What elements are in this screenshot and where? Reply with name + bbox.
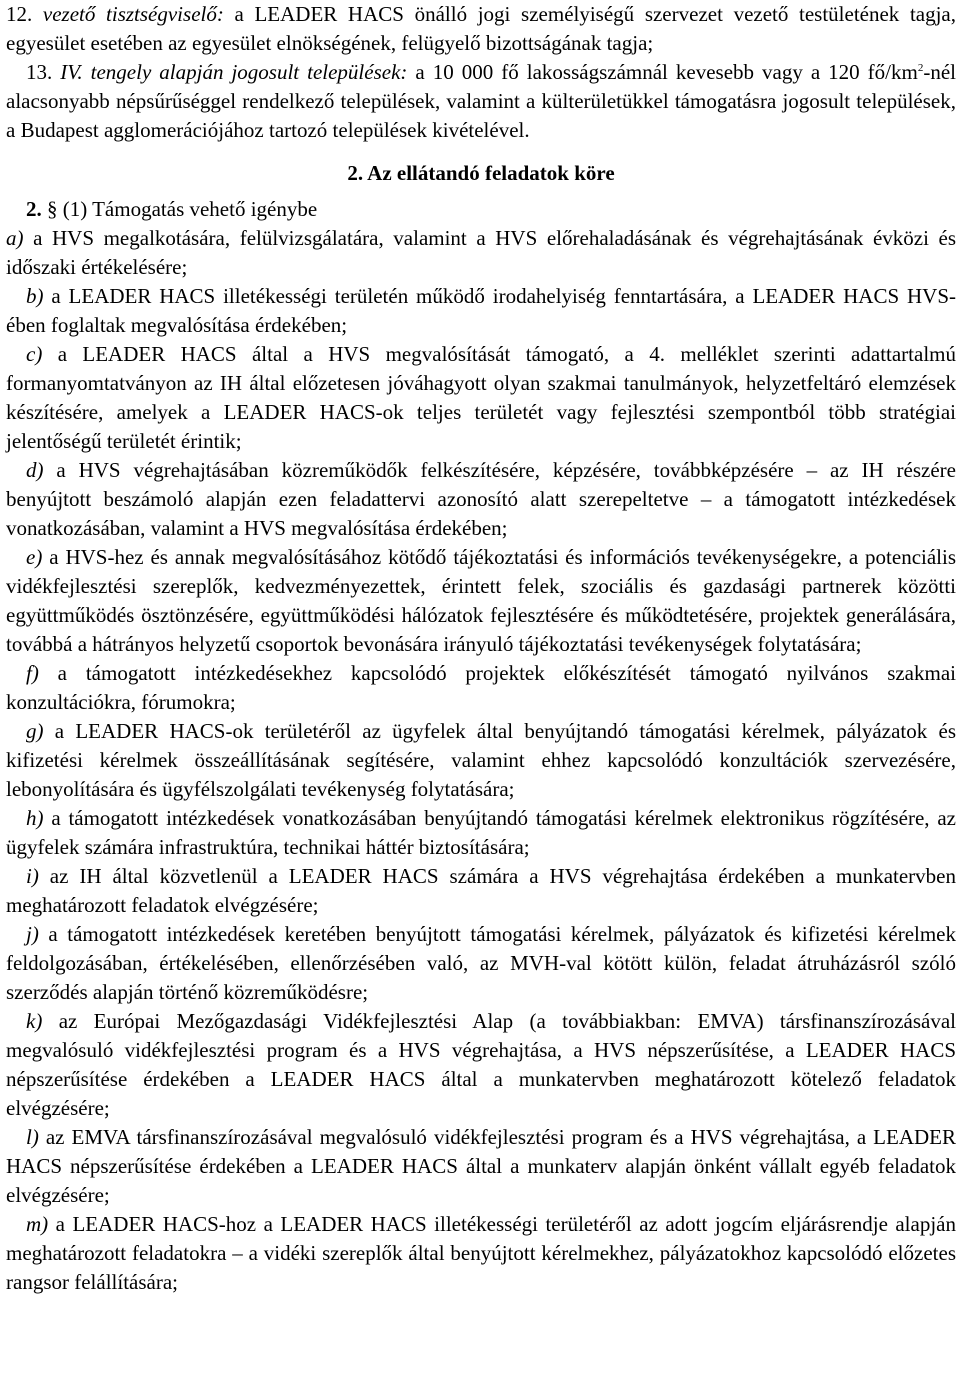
item-text: az IH által közvetlenül a LEADER HACS számára a HVS végrehajtása érdekében a munkatervben meghatározott feladatok elvégzésére; [6, 864, 956, 917]
definition-text: -nél alacsonyabb népsűrűséggel rendelkező települések, valamint a külterületükkel támogatásra jogosult települések, a Budapest agglomerációjához tartozó települések kivételével. [6, 60, 957, 142]
document-page [6, 0, 956, 1297]
definition-12 [6, 0, 956, 58]
list-item [6, 1123, 956, 1210]
list-item [6, 224, 956, 282]
paragraph-number: 2. [26, 197, 42, 221]
list-item [6, 862, 956, 920]
item-letter: a) [6, 226, 24, 250]
item-letter: j) [26, 922, 39, 946]
list-item [6, 1007, 956, 1123]
item-text: a LEADER HACS által a HVS megvalósítását támogató, a 4. melléklet szerinti adattartalmú formanyomtatványon az IH által előzetesen jóváhagyott olyan szakmai tanulmányok, helyzetfeltáró elemzések készítésére, amelyek a LEADER HACS-ok teljes területét vagy fejlesztési szempontból több stratégiai jelentőségű területét érintik; [6, 342, 956, 453]
definition-13 [6, 58, 956, 145]
definition-term: vezető tisztségviselő: [42, 2, 224, 26]
definition-number: 13. [26, 60, 53, 84]
superscript: 2 [917, 62, 924, 74]
definition-text: a LEADER HACS önálló jogi személyiségű szervezet vezető testületének tagja, egyesület esetében az egyesület elnökségének, felügyelő bizottságának tagja; [6, 2, 957, 55]
definition-text: a 10 000 fő lakosságszámnál kevesebb vagy a 120 fő/km [415, 60, 918, 84]
list-item [6, 456, 956, 543]
item-letter: l) [26, 1125, 39, 1149]
item-letter: f) [26, 661, 39, 685]
item-letter: g) [26, 719, 44, 743]
item-letter: c) [26, 342, 43, 366]
item-text: a LEADER HACS-ok területéről az ügyfelek által benyújtandó támogatási kérelmek, pályázatok és kifizetési kérelmek összeállításának segítésére, valamint ehhez kapcsolódó konzultációk szervezésére, lebonyolítására és ügyfélszolgálati tevékenység folytatására; [6, 719, 956, 801]
list-item [6, 543, 956, 659]
item-text: a LEADER HACS-hoz a LEADER HACS illetékességi területéről az adott jogcím eljárásrendje alapján meghatározott feladatokra – a vidéki szereplők által benyújtott kérelmekhez, pályázatokhoz kapcsolódó előzetes rangsor felállítására; [6, 1212, 956, 1294]
item-text: a HVS-hez és annak megvalósításához kötődő tájékoztatási és információs tevékenységekre, a potenciális vidékfejlesztési szereplők, kedvezményezettek, érintett felek, szociális és gazdasági partnerek közötti együttműködés ösztönzésére, együttműködési hálózatok fejlesztésére és működtetésére, projektek generálására, továbbá a hátrányos helyzetű csoportok bevonására irányuló tájékoztatási tevékenységek folytatására; [6, 545, 957, 656]
list-item [6, 804, 956, 862]
list-item [6, 1210, 956, 1297]
item-letter: i) [26, 864, 39, 888]
definition-number: 12. [6, 2, 33, 26]
item-letter: b) [26, 284, 44, 308]
list-item [6, 282, 956, 340]
item-letter: h) [26, 806, 44, 830]
item-letter: k) [26, 1009, 43, 1033]
list-item [6, 920, 956, 1007]
item-text: a LEADER HACS illetékességi területén működő irodahelyiség fenntartására, a LEADER HACS HVS-ében foglaltak megvalósítása érdekében; [6, 284, 956, 337]
list-item [6, 717, 956, 804]
list-item [6, 340, 956, 456]
list-item [6, 659, 956, 717]
item-letter: e) [26, 545, 43, 569]
item-letter: d) [26, 458, 44, 482]
section-heading: 2. Az ellátandó feladatok köre [347, 161, 615, 185]
item-text: a HVS végrehajtásában közreműködők felkészítésére, képzésére, továbbképzésére – az IH részére benyújtott beszámoló alapján ezen feladattervi azonosító alatt szerepeltetve – a támogatott intézkedések vonatkozásában, valamint a HVS megvalósítása érdekében; [6, 458, 956, 540]
item-text: a támogatott intézkedések keretében benyújtott támogatási kérelmek, pályázatok és kifizetési kérelmek feldolgozásában, értékelésében, ellenőrzésében való, az MVH-val kötött külön, feladat átruházásról szóló szerződés alapján történő közreműködésre; [6, 922, 957, 1004]
paragraph-text: § (1) Támogatás vehető igénybe [47, 197, 318, 221]
definition-term: IV. tengely alapján jogosult települések: [60, 60, 408, 84]
item-list [6, 224, 956, 1297]
item-text: az Európai Mezőgazdasági Vidékfejlesztési Alap (a továbbiakban: EMVA) társfinanszírozásával megvalósuló vidékfejlesztési program és a HVS végrehajtása, a HVS népszerűsítése, a LEADER HACS népszerűsítése érdekében a LEADER HACS által a munkatervben meghatározott kötelező feladatok elvégzésére; [6, 1009, 957, 1120]
item-text: a támogatott intézkedésekhez kapcsolódó projektek előkészítését támogató nyilvános szakmai konzultációkra, fórumokra; [6, 661, 956, 714]
item-text: a HVS megalkotására, felülvizsgálatára, valamint a HVS előrehaladásának és végrehajtásának évközi és időszaki értékelésére; [6, 226, 956, 279]
item-text: az EMVA társfinanszírozásával megvalósuló vidékfejlesztési program és a HVS végrehajtása, a LEADER HACS népszerűsítése érdekében a LEADER HACS által a munkaterv alapján önként vállalt egyéb feladatok elvégzésére; [6, 1125, 957, 1207]
item-letter: m) [26, 1212, 49, 1236]
paragraph-2-intro [6, 195, 956, 224]
item-text: a támogatott intézkedések vonatkozásában benyújtandó támogatási kérelmek elektronikus rögzítésére, az ügyfelek számára infrastruktúra, technikai háttér biztosítására; [6, 806, 956, 859]
